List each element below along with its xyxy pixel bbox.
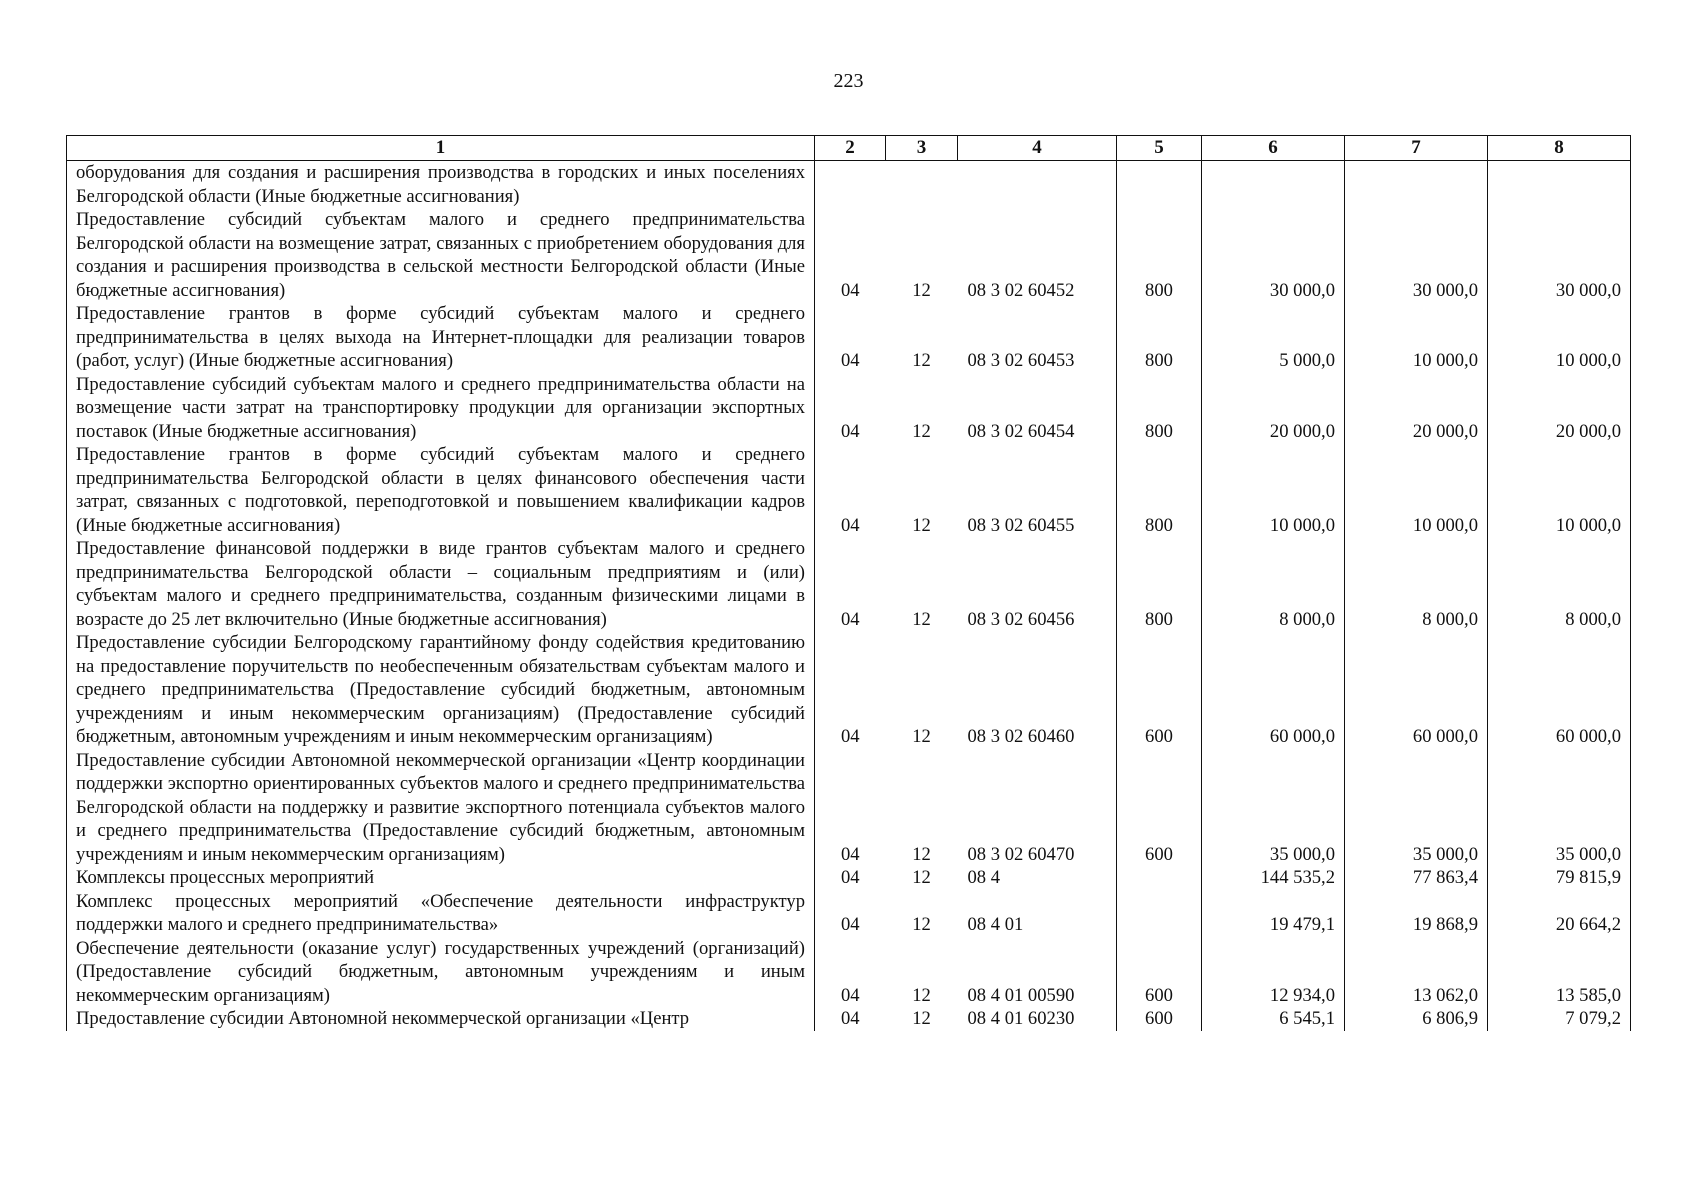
row-description: Предоставление субсидии Автономной некоммерческой организации «Центр bbox=[67, 1007, 815, 1031]
row-description: Комплекс процессных мероприятий «Обеспечение деятельности инфраструктур поддержки малого и среднего предпринимательства» bbox=[67, 890, 815, 937]
table-row bbox=[67, 866, 1631, 890]
amount-year-3: 60 000,0 bbox=[1488, 631, 1631, 749]
amount-year-3: 10 000,0 bbox=[1488, 443, 1631, 537]
expense-type-code bbox=[1117, 866, 1202, 890]
amount-year-1: 35 000,0 bbox=[1202, 749, 1345, 867]
amount-year-3: 20 664,2 bbox=[1488, 890, 1631, 937]
subsection-code: 12 bbox=[912, 867, 931, 888]
amount-year-2: 60 000,0 bbox=[1345, 631, 1488, 749]
section-code: 04 bbox=[815, 937, 886, 1008]
target-article-code: 08 4 01 bbox=[967, 914, 1024, 935]
target-article-code: 08 4 bbox=[967, 867, 1001, 888]
section-code: 04 bbox=[815, 866, 886, 890]
amount-year-3: 20 000,0 bbox=[1488, 373, 1631, 444]
section-code: 04 bbox=[815, 443, 886, 537]
table-row bbox=[67, 937, 1631, 1008]
target-article-code bbox=[958, 161, 1117, 209]
amount-year-2: 10 000,0 bbox=[1345, 443, 1488, 537]
expense-type-code bbox=[1117, 890, 1202, 937]
amount-year-3: 7 079,2 bbox=[1488, 1007, 1631, 1031]
amount-year-1 bbox=[1202, 161, 1345, 209]
amount-year-1: 8 000,0 bbox=[1202, 537, 1345, 631]
subsection-code bbox=[886, 161, 958, 209]
page-number: 223 bbox=[833, 70, 864, 92]
budget-table bbox=[66, 135, 1631, 1031]
column-header: 5 bbox=[1117, 136, 1202, 161]
amount-year-2 bbox=[1345, 161, 1488, 209]
target-article-code: 08 3 02 60460 bbox=[967, 726, 1075, 747]
section-code bbox=[815, 161, 886, 209]
amount-year-3: 35 000,0 bbox=[1488, 749, 1631, 867]
table-row bbox=[67, 208, 1631, 302]
amount-year-3: 13 585,0 bbox=[1488, 937, 1631, 1008]
column-header: 1 bbox=[67, 136, 815, 161]
amount-year-2: 13 062,0 bbox=[1345, 937, 1488, 1008]
row-description: Обеспечение деятельности (оказание услуг) государственных учреждений (организаций) (Предоставление субсидий бюджетным, автономным учреждениям и иным некоммерческим организациям) bbox=[67, 937, 815, 1008]
row-description: Предоставление грантов в форме субсидий субъектам малого и среднего предпринимательства Белгородской области в целях финансового обеспечения части затрат, связанных с подготовкой, переподготовкой и повышением квалификации кадров (Иные бюджетные ассигнования) bbox=[67, 443, 815, 537]
amount-year-1: 20 000,0 bbox=[1202, 373, 1345, 444]
amount-year-1: 12 934,0 bbox=[1202, 937, 1345, 1008]
amount-year-2: 19 868,9 bbox=[1345, 890, 1488, 937]
subsection-code: 12 bbox=[912, 1008, 931, 1029]
table-row bbox=[67, 302, 1631, 373]
amount-year-1: 19 479,1 bbox=[1202, 890, 1345, 937]
subsection-code: 12 bbox=[912, 608, 931, 630]
table-row bbox=[67, 749, 1631, 867]
expense-type-code: 800 bbox=[1117, 373, 1202, 444]
target-article-code: 08 3 02 60453 bbox=[967, 350, 1075, 371]
target-article-code: 08 3 02 60455 bbox=[967, 514, 1075, 536]
row-description: Предоставление грантов в форме субсидий субъектам малого и среднего предпринимательства в целях выхода на Интернет-площадки для реализации товаров (работ, услуг) (Иные бюджетные ассигнования) bbox=[67, 302, 815, 373]
table-row bbox=[67, 537, 1631, 631]
row-description: Предоставление субсидии Автономной некоммерческой организации «Центр координации поддержки экспортно ориентированных субъектов малого и среднего предпринимательства Белгородской области на поддержку и развитие экспортного потенциала субъектов малого и среднего предпринимательства (Предоставление субсидий бюджетным, автономным учреждениям и иным некоммерческим организациям) bbox=[67, 749, 815, 867]
amount-year-3: 10 000,0 bbox=[1488, 302, 1631, 373]
table-row bbox=[67, 1007, 1631, 1031]
subsection-code: 12 bbox=[912, 514, 931, 536]
table-body bbox=[67, 161, 1631, 1031]
row-description: Предоставление финансовой поддержки в виде грантов субъектам малого и среднего предпринимательства Белгородской области – социальным предприятиям и (или) субъектам малого и среднего предпринимательства, созданным физическими лицами в возрасте до 25 лет включительно (Иные бюджетные ассигнования) bbox=[67, 537, 815, 631]
table-row bbox=[67, 631, 1631, 749]
table-row bbox=[67, 373, 1631, 444]
section-code: 04 bbox=[815, 373, 886, 444]
section-code: 04 bbox=[815, 890, 886, 937]
subsection-code: 12 bbox=[912, 420, 931, 442]
table-row bbox=[67, 161, 1631, 209]
target-article-code: 08 4 01 60230 bbox=[967, 1008, 1075, 1029]
row-description: Предоставление субсидии Белгородскому гарантийному фонду содействия кредитованию на предоставление поручительств по необеспеченным обязательствам субъектам малого и среднего предпринимательства (Предоставление субсидий бюджетным, автономным учреждениям и иным некоммерческим организациям) (Предоставление субсидий бюджетным, автономным учреждениям и иным некоммерческим организациям) bbox=[67, 631, 815, 749]
column-header: 4 bbox=[958, 136, 1117, 161]
amount-year-3 bbox=[1488, 161, 1631, 209]
section-code: 04 bbox=[815, 1007, 886, 1031]
subsection-code: 12 bbox=[912, 726, 931, 747]
subsection-code: 12 bbox=[912, 914, 931, 935]
amount-year-3: 30 000,0 bbox=[1488, 208, 1631, 302]
column-header: 3 bbox=[886, 136, 958, 161]
row-description: Комплексы процессных мероприятий bbox=[67, 866, 815, 890]
section-code: 04 bbox=[815, 537, 886, 631]
column-header: 7 bbox=[1345, 136, 1488, 161]
amount-year-2: 6 806,9 bbox=[1345, 1007, 1488, 1031]
amount-year-1: 30 000,0 bbox=[1202, 208, 1345, 302]
row-description: Предоставление субсидий субъектам малого и среднего предпринимательства области на возмещение части затрат на транспортировку продукции для организации экспортных поставок (Иные бюджетные ассигнования) bbox=[67, 373, 815, 444]
expense-type-code: 800 bbox=[1117, 537, 1202, 631]
expense-type-code: 600 bbox=[1117, 1007, 1202, 1031]
row-description: Предоставление субсидий субъектам малого и среднего предпринимательства Белгородской области на возмещение затрат, связанных с приобретением оборудования для создания и расширения производства в сельской местности Белгородской области (Иные бюджетные ассигнования) bbox=[67, 208, 815, 302]
section-code: 04 bbox=[815, 749, 886, 867]
subsection-code: 12 bbox=[912, 350, 931, 371]
target-article-code: 08 3 02 60452 bbox=[967, 279, 1075, 301]
amount-year-3: 8 000,0 bbox=[1488, 537, 1631, 631]
amount-year-1: 60 000,0 bbox=[1202, 631, 1345, 749]
subsection-code: 12 bbox=[912, 984, 931, 1006]
column-header: 2 bbox=[815, 136, 886, 161]
subsection-code: 12 bbox=[912, 279, 931, 301]
table-row bbox=[67, 890, 1631, 937]
target-article-code: 08 3 02 60456 bbox=[967, 608, 1075, 630]
amount-year-2: 30 000,0 bbox=[1345, 208, 1488, 302]
section-code: 04 bbox=[815, 208, 886, 302]
amount-year-2: 10 000,0 bbox=[1345, 302, 1488, 373]
amount-year-2: 77 863,4 bbox=[1345, 866, 1488, 890]
amount-year-1: 6 545,1 bbox=[1202, 1007, 1345, 1031]
amount-year-2: 20 000,0 bbox=[1345, 373, 1488, 444]
target-article-code: 08 3 02 60454 bbox=[967, 420, 1075, 442]
amount-year-3: 79 815,9 bbox=[1488, 866, 1631, 890]
target-article-code: 08 4 01 00590 bbox=[967, 984, 1075, 1006]
table-header bbox=[67, 136, 1631, 161]
subsection-code: 12 bbox=[912, 843, 931, 865]
expense-type-code: 800 bbox=[1117, 443, 1202, 537]
table-row bbox=[67, 443, 1631, 537]
column-header: 8 bbox=[1488, 136, 1631, 161]
row-description: оборудования для создания и расширения производства в городских и иных поселениях Белгородской области (Иные бюджетные ассигнования) bbox=[67, 161, 815, 209]
amount-year-1: 144 535,2 bbox=[1202, 866, 1345, 890]
amount-year-2: 35 000,0 bbox=[1345, 749, 1488, 867]
expense-type-code: 600 bbox=[1117, 937, 1202, 1008]
expense-type-code: 600 bbox=[1117, 631, 1202, 749]
expense-type-code: 600 bbox=[1117, 749, 1202, 867]
column-header: 6 bbox=[1202, 136, 1345, 161]
amount-year-1: 5 000,0 bbox=[1202, 302, 1345, 373]
section-code: 04 bbox=[815, 302, 886, 373]
expense-type-code bbox=[1117, 161, 1202, 209]
amount-year-1: 10 000,0 bbox=[1202, 443, 1345, 537]
section-code: 04 bbox=[815, 631, 886, 749]
target-article-code: 08 3 02 60470 bbox=[967, 843, 1075, 865]
expense-type-code: 800 bbox=[1117, 302, 1202, 373]
expense-type-code: 800 bbox=[1117, 208, 1202, 302]
amount-year-2: 8 000,0 bbox=[1345, 537, 1488, 631]
